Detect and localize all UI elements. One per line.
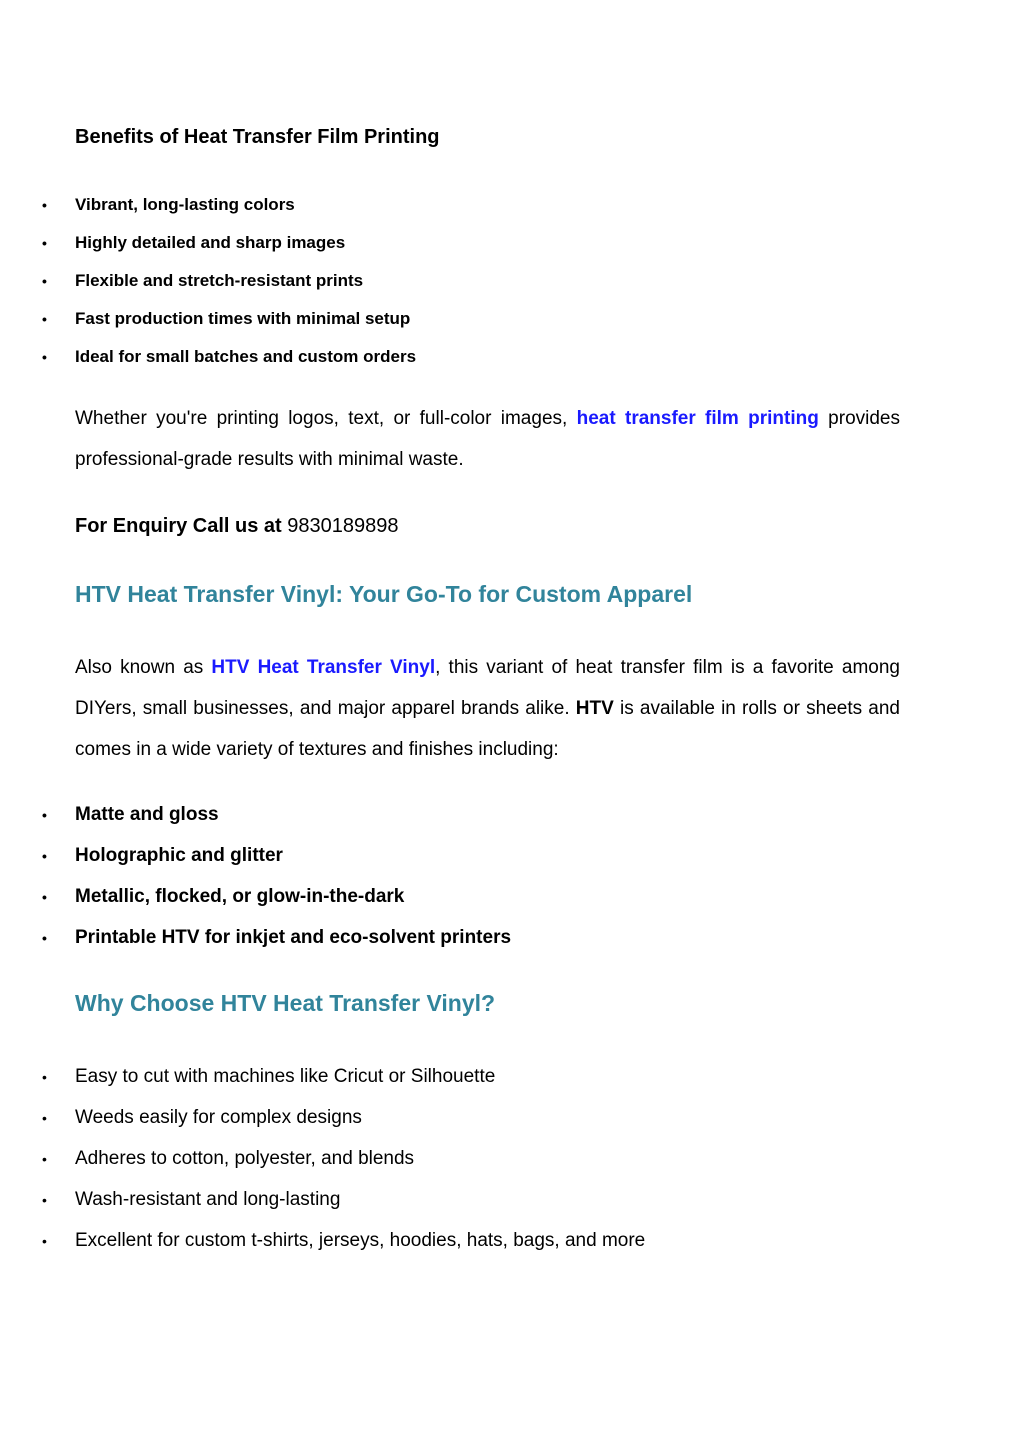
list-item: • Fast production times with minimal setup: [0, 308, 940, 346]
list-item: • Wash-resistant and long-lasting: [0, 1188, 940, 1229]
list-item: • Vibrant, long-lasting colors: [0, 194, 940, 232]
list-item: • Adheres to cotton, polyester, and blends: [0, 1147, 940, 1188]
htv-text-mid: , this variant of heat transfer film is a favorite among DIYers, small businesses, and major apparel brands alike.: [75, 657, 900, 719]
list-item: • Matte and gloss: [0, 803, 940, 844]
enquiry-label: For Enquiry Call us at: [75, 515, 282, 537]
htv-heat-transfer-vinyl-link[interactable]: HTV Heat Transfer Vinyl: [211, 657, 436, 678]
list-item: • Easy to cut with machines like Cricut or Silhouette: [0, 1065, 940, 1106]
list-item: • Weeds easily for complex designs: [0, 1106, 940, 1147]
why-list: [0, 1065, 940, 1270]
benefits-list: [0, 194, 940, 384]
why-section-heading: Why Choose HTV Heat Transfer Vinyl?: [75, 990, 496, 1016]
enquiry-phone: 9830189898: [287, 515, 399, 537]
htv-text-end: is available in rolls or sheets and comes in a wide variety of textures and finishes including:: [75, 698, 901, 760]
htv-bold-term: HTV: [575, 698, 614, 719]
list-item: • Flexible and stretch-resistant prints: [0, 270, 940, 308]
whether-text-after: provides professional-grade results with minimal waste.: [75, 408, 900, 470]
enquiry-line: [75, 513, 900, 539]
list-item: • Highly detailed and sharp images: [0, 232, 940, 270]
benefits-heading: Benefits of Heat Transfer Film Printing: [75, 126, 440, 148]
htv-section-heading: HTV Heat Transfer Vinyl: Your Go-To for Custom Apparel: [75, 581, 693, 607]
list-item: • Holographic and glitter: [0, 844, 940, 885]
htv-paragraph: [75, 647, 900, 770]
finishes-list: [0, 803, 940, 967]
list-item: • Printable HTV for inkjet and eco-solvent printers: [0, 926, 940, 967]
heat-transfer-film-printing-link[interactable]: heat transfer film printing: [576, 408, 819, 429]
list-item: • Ideal for small batches and custom orders: [0, 346, 940, 384]
whether-text-before: Whether you're printing logos, text, or full-color images,: [75, 408, 577, 429]
list-item: • Metallic, flocked, or glow-in-the-dark: [0, 885, 940, 926]
htv-text-intro: Also known as: [75, 657, 212, 678]
whether-paragraph: [75, 398, 900, 480]
list-item: • Excellent for custom t-shirts, jerseys, hoodies, hats, bags, and more: [0, 1229, 940, 1270]
